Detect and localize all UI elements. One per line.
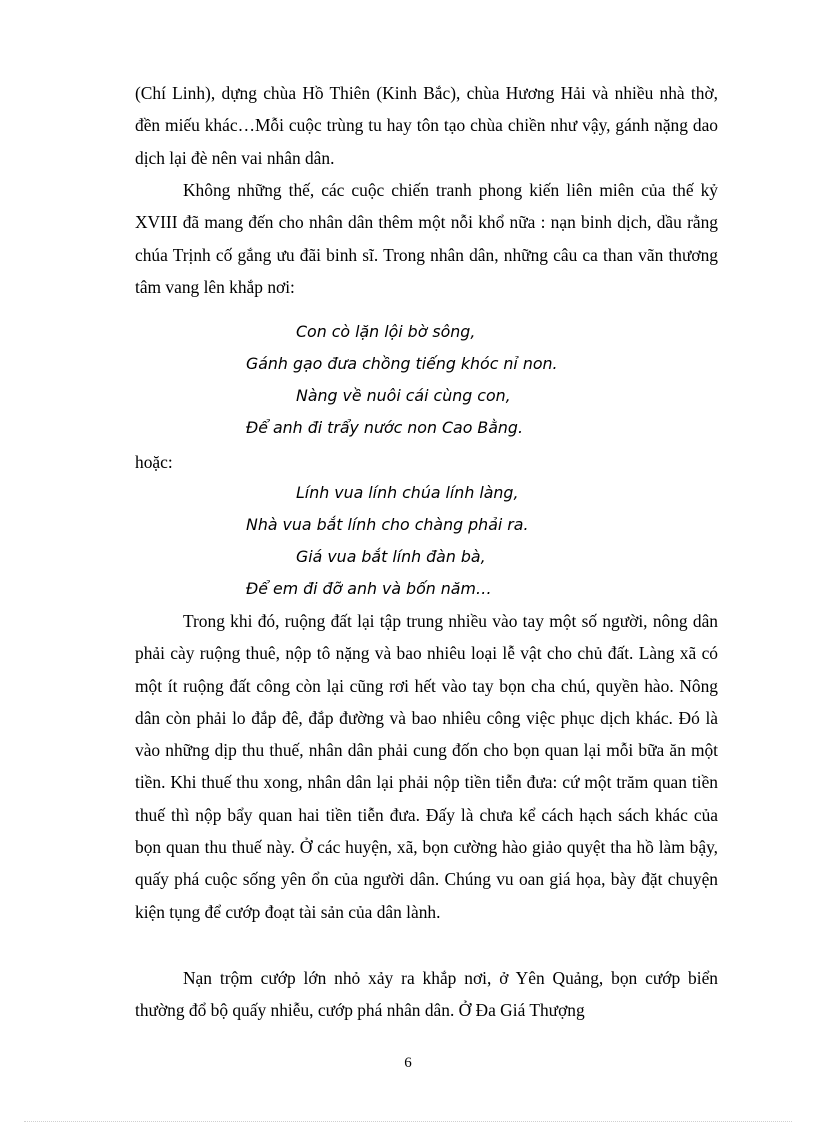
- page-number: 6: [404, 1055, 412, 1071]
- paragraph-4: Trong khi đó, ruộng đất lại tập trung nhiều vào tay một số người, nông dân phải cày ruộng thuê, nộp tô nặng và bao nhiêu loại lễ vật cho chủ đất. Làng xã có một ít ruộng đất công còn lại cũng rơi hết vào tay bọn cha chú, quyền hào. Nông dân còn phải lo đắp đê, đắp đường và bao nhiêu công việc phục dịch khác. Đó là vào những dịp thu thuế, nhân dân phải cung đốn cho bọn quan lại mỗi bữa ăn một tiền. Khi thuế thu xong, nhân dân lại phải nộp tiền tiễn đưa: cứ một trăm quan tiền thuế thì nộp bẩy quan hai tiền tiễn đưa. Đấy là chưa kể cách hạch sách khác của bọn quan thu thuế này. Ở các huyện, xã, bọn cường hào giảo quyệt tha hồ làm bậy, quấy phá cuộc sống yên ổn của người dân. Chúng vu oan giá họa, bày đặt chuyện kiện tụng để cướp đoạt tài sản của dân lành.: [135, 611, 718, 922]
- poem-2-line-4: Để em đi đỡ anh và bốn năm…: [246, 579, 492, 598]
- poem-1-line-3: Nàng về nuôi cái cùng con,: [296, 386, 511, 405]
- poem-1-line-1: Con cò lặn lội bờ sông,: [296, 322, 476, 341]
- poem-2-line-3: Giá vua bắt lính đàn bà,: [296, 547, 486, 566]
- poem-2-line-2: Nhà vua bắt lính cho chàng phải ra.: [246, 515, 529, 534]
- poem-2-line-1: Lính vua lính chúa lính làng,: [296, 483, 519, 502]
- paragraph-2: Không những thế, các cuộc chiến tranh phong kiến liên miên của thế kỷ XVIII đã mang đến cho nhân dân thêm một nỗi khổ nữa : nạn binh dịch, dầu rằng chúa Trịnh cố gắng ưu đãi binh sĩ. Trong nhân dân, những câu ca than vãn thương tâm vang lên khắp nơi:: [135, 180, 718, 297]
- paragraph-1: (Chí Linh), dựng chùa Hồ Thiên (Kinh Bắc), chùa Hương Hải và nhiều nhà thờ, đền miếu khác…Mỗi cuộc trùng tu hay tôn tạo chùa chiền như vậy, gánh nặng dao dịch lại đè nên vai nhân dân.: [135, 83, 718, 168]
- paragraph-5: Nạn trộm cướp lớn nhỏ xảy ra khắp nơi, ở Yên Quảng, bọn cướp biển thường đổ bộ quấy nhiễu, cướp phá nhân dân. Ở Đa Giá Thượng: [135, 968, 718, 1021]
- poem-1-line-4: Để anh đi trẩy nước non Cao Bằng.: [246, 418, 523, 437]
- paragraph-3: hoặc:: [135, 452, 173, 472]
- poem-1-line-2: Gánh gạo đưa chồng tiếng khóc nỉ non.: [246, 354, 558, 373]
- page-bottom-rule: [24, 1121, 792, 1122]
